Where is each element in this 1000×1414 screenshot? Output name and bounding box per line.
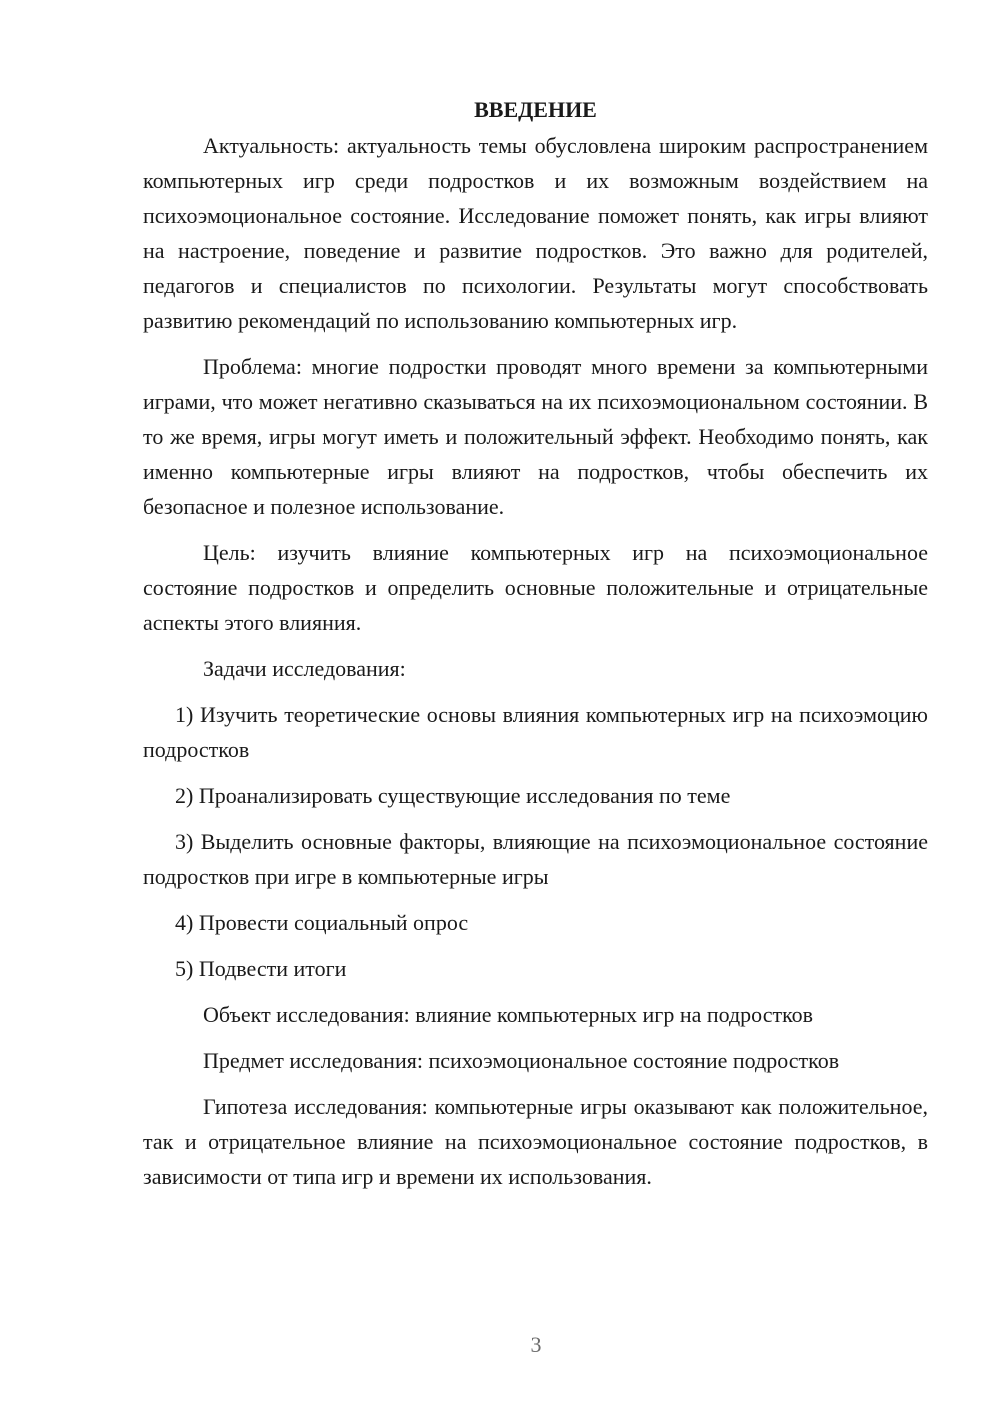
goal-paragraph: Цель: изучить влияние компьютерных игр на психоэмоциональное состояние подростков и определить основные положительные и отрицательные аспекты этого влияния. — [143, 540, 928, 635]
research-subject: Предмет исследования: психоэмоциональное состояние подростков — [203, 1048, 840, 1073]
task-item-4: 4) Провести социальный опрос — [175, 910, 469, 935]
relevance-paragraph: Актуальность: актуальность темы обусловлена широким распространением компьютерных игр среди подростков и их возможным воздействием на психоэмоциональное состояние. Исследование поможет понять, как игры влияют на настроение, поведение и развитие подростков. Это важно для родителей, педагогов и специалистов по психологии. Результаты могут способствовать развитию рекомендаций по использованию компьютерных игр. — [143, 133, 928, 333]
hypothesis-paragraph: Гипотеза исследования: компьютерные игры оказывают как положительное, так и отрицательное влияние на психоэмоциональное состояние подростков, в зависимости от типа игр и времени их использования. — [143, 1094, 928, 1189]
page-number: 3 — [530, 1332, 542, 1357]
task-item-1: 1) Изучить теоретические основы влияния компьютерных игр на психоэмоцию подростков — [143, 702, 928, 762]
task-item-5: 5) Подвести итоги — [175, 956, 347, 981]
problem-paragraph: Проблема: многие подростки проводят много времени за компьютерными играми, что может негативно сказываться на их психоэмоциональном состоянии. В то же время, игры могут иметь и положительный эффект. Необходимо понять, как именно компьютерные игры влияют на подростков, чтобы обеспечить их безопасное и полезное использование. — [143, 354, 928, 519]
research-object: Объект исследования: влияние компьютерных игр на подростков — [203, 1002, 814, 1027]
document-page — [143, 92, 928, 1205]
task-item-3: 3) Выделить основные факторы, влияющие на психоэмоциональное состояние подростков при игре в компьютерные игры — [143, 829, 928, 889]
task-item-2: 2) Проанализировать существующие исследования по теме — [175, 783, 731, 808]
tasks-heading: Задачи исследования: — [203, 656, 406, 681]
page-title: ВВЕДЕНИЕ — [474, 97, 597, 122]
